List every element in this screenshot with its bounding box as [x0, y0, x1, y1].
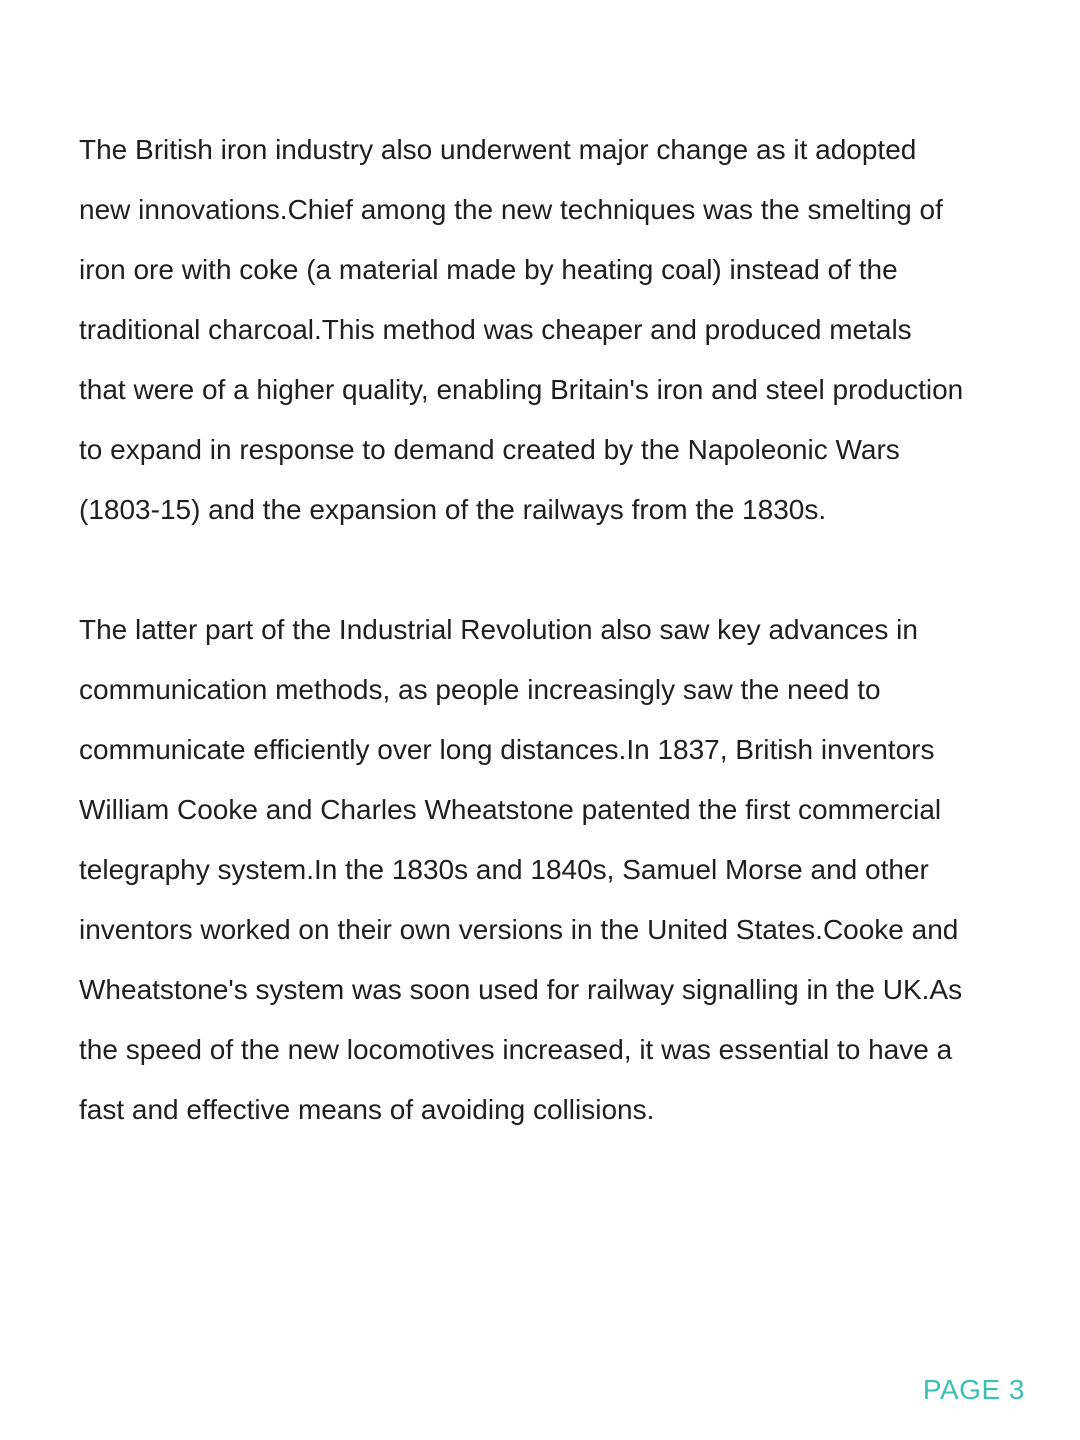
- text-line: traditional charcoal.This method was cheaper and produced metals: [79, 314, 912, 345]
- text-line: The latter part of the Industrial Revolution also saw key advances in: [79, 614, 918, 645]
- text-line: The British iron industry also underwent major change as it adopted: [79, 134, 917, 165]
- text-line: telegraphy system.In the 1830s and 1840s, Samuel Morse and other: [79, 854, 929, 885]
- text-line: Wheatstone's system was soon used for railway signalling in the UK.As: [79, 974, 963, 1005]
- text-line: William Cooke and Charles Wheatstone patented the first commercial: [79, 794, 942, 825]
- paragraph-iron-industry: [79, 120, 1029, 540]
- text-line: the speed of the new locomotives increased, it was essential to have a: [79, 1034, 953, 1065]
- page-number: PAGE 3: [922, 1374, 1025, 1405]
- text-line: communicate efficiently over long distances.In 1837, British inventors: [79, 734, 935, 765]
- text-line: new innovations.Chief among the new techniques was the smelting of: [79, 194, 943, 225]
- text-line: fast and effective means of avoiding collisions.: [79, 1094, 655, 1125]
- text-line: (1803-15) and the expansion of the railways from the 1830s.: [79, 494, 827, 525]
- text-line: communication methods, as people increasingly saw the need to: [79, 674, 881, 705]
- text-line: inventors worked on their own versions in the United States.Cooke and: [79, 914, 959, 945]
- text-line: that were of a higher quality, enabling Britain's iron and steel production: [79, 374, 964, 405]
- text-line: to expand in response to demand created by the Napoleonic Wars: [79, 434, 900, 465]
- text-line: iron ore with coke (a material made by heating coal) instead of the: [79, 254, 898, 285]
- paragraph-communication: [79, 600, 1029, 1140]
- page-body: [79, 120, 1029, 1140]
